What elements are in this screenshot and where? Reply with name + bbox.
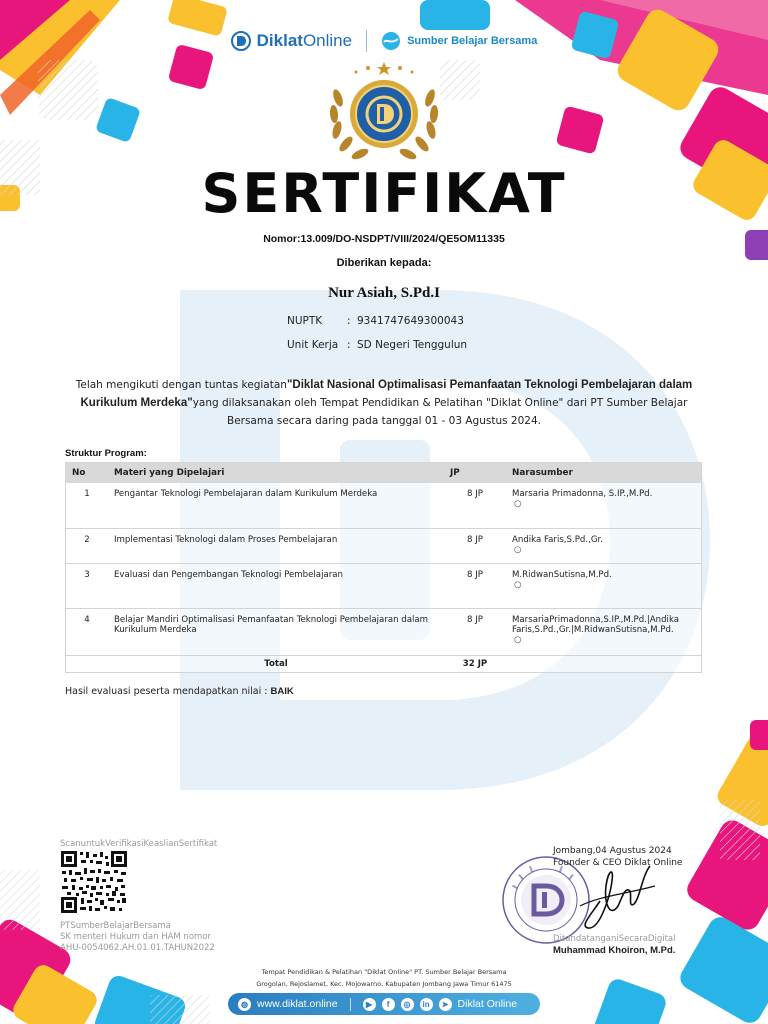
qr-scan-label: ScanuntukVerifikasiKeaslianSertifikat (60, 839, 218, 849)
nuptk-value: 9341747649300043 (357, 315, 464, 327)
social-name: Diklat Online (457, 998, 518, 1010)
row-jp: 8 JP (444, 483, 506, 528)
total-spacer (506, 655, 702, 672)
row-no: 4 (66, 608, 109, 655)
unit-kerja-row (287, 339, 467, 351)
table-row (66, 608, 702, 655)
unit-kerja-separator: : (347, 339, 351, 351)
footer-address-line1: Tempat Pendidikan & Pelatihan "Diklat Online" PT. Sumber Belajar Bersama (261, 968, 507, 976)
total-spacer (66, 655, 109, 672)
header-narasumber: Narasumber (506, 463, 702, 484)
evaluation-text: Hasil evaluasi peserta mendapatkan nilai : (65, 686, 271, 697)
nuptk-label: NUPTK (287, 315, 323, 327)
digital-signature-note: DitandatanganiSecaraDigital (553, 934, 676, 944)
legal-sk: SK menteri Hukum dan HAM nomor (60, 932, 211, 942)
table-row (66, 528, 702, 563)
row-jp: 8 JP (444, 528, 506, 563)
speaker-name: M.RidwanSutisna,M.Pd. (512, 569, 612, 580)
total-value: 32 JP (444, 655, 506, 672)
signature-block (553, 845, 682, 869)
linkedin-icon[interactable]: in (420, 998, 433, 1011)
website-link[interactable]: www.diklat.online (257, 998, 338, 1010)
header-no: No (66, 463, 109, 484)
header-logos (0, 26, 768, 56)
unit-kerja-label: Unit Kerja (287, 339, 339, 351)
row-materi: Evaluasi dan Pengembangan Teknologi Pembelajaran (108, 563, 444, 608)
row-jp: 8 JP (444, 608, 506, 655)
speaker-name: MarsariaPrimadonna,S.IP.,M.Pd.|Andika Faris,S.Pd.,Gr.|M.RidwanSutisna,M.Pd. (512, 614, 680, 635)
header-jp: JP (444, 463, 506, 484)
certificate-title: SERTIFIKAT (201, 162, 567, 225)
facebook-icon[interactable]: f (382, 998, 395, 1011)
nuptk-row (287, 315, 464, 327)
wave-icon (381, 31, 401, 51)
bullet-icon: ○ (514, 499, 522, 509)
youtube-icon[interactable]: ▶ (363, 998, 376, 1011)
completion-statement (72, 376, 696, 430)
table-total-row (66, 655, 702, 672)
certificate-number: Nomor:13.009/DO-NSDPT/VIII/2024/QE5OM11335 (263, 233, 505, 245)
diklat-online-wordmark: DiklatOnline (256, 31, 353, 50)
row-jp: 8 JP (444, 563, 506, 608)
bullet-icon: ○ (514, 579, 522, 590)
row-materi: Belajar Mandiri Optimalisasi Pemanfaatan Teknologi Pembelajaran dalam Kurikulum Merdeka (108, 608, 444, 655)
bullet-icon: ○ (514, 544, 522, 555)
row-narasumber (506, 608, 702, 655)
program-structure-label: Struktur Program: (65, 448, 147, 459)
statement-intro: Telah mengikuti dengan tuntas kegiatan (75, 379, 287, 391)
table-header-row (66, 463, 702, 484)
header-divider (366, 30, 367, 52)
telegram-icon[interactable]: ➤ (439, 998, 452, 1011)
nuptk-separator: : (347, 315, 351, 327)
company-legal (60, 921, 215, 954)
speaker-name: Marsaria Primadonna, S.IP.,M.Pd. (512, 489, 653, 499)
row-no: 3 (66, 563, 109, 608)
total-label: Total (108, 655, 444, 672)
row-no: 1 (66, 483, 109, 528)
signer-name: Muhammad Khoiron, M.Pd. (553, 945, 676, 956)
speaker-name: Andika Faris,S.Pd.,Gr. (512, 534, 603, 545)
footer-separator (350, 998, 351, 1011)
unit-kerja-value: SD Negeri Tenggulun (357, 339, 468, 351)
sumber-belajar-wordmark: Sumber Belajar Bersama (407, 35, 538, 47)
given-to-label: Diberikan kepada: (336, 257, 432, 269)
table-row (66, 483, 702, 528)
program-table (65, 462, 702, 673)
sumber-belajar-logo (381, 31, 537, 51)
row-narasumber (506, 528, 702, 563)
statement-rest: yang dilaksanakan oleh Tempat Pendidikan & Pelatihan "Diklat Online" dari PT Sumber Belajar Bersama secara daring pada tanggal 01 - 03 Agustus 2024. (192, 397, 688, 427)
evaluation-grade: BAIK (270, 686, 294, 697)
sign-role: Founder & CEO Diklat Online (553, 858, 683, 868)
sign-date: Jombang,04 Agustus 2024 (553, 846, 672, 856)
bullet-icon: ○ (514, 634, 522, 645)
instagram-icon[interactable]: ◎ (401, 998, 414, 1011)
footer-contact-bar (228, 993, 540, 1015)
row-materi: Pengantar Teknologi Pembelajaran dalam Kurikulum Merdeka (108, 483, 444, 528)
row-materi: Implementasi Teknologi dalam Proses Pembelajaran (108, 528, 444, 563)
diklat-online-logo (231, 31, 352, 51)
legal-company: PTSumberBelajarBersama (60, 921, 171, 931)
diklat-d-icon (231, 31, 251, 51)
course-title: "Diklat Nasional Optimalisasi Pemanfaatan Teknologi Pembelajaran dalam Kurikulum Merdeka" (80, 379, 693, 409)
row-narasumber (506, 483, 702, 528)
row-narasumber (506, 563, 702, 608)
laurel-emblem-icon (324, 58, 444, 168)
legal-ahu: AHU-0054062.AH.01.01.TAHUN2022 (60, 943, 215, 953)
recipient-name: Nur Asiah, S.Pd.I (328, 285, 440, 301)
footer-address-line2: Grogolan, Rejoslamet, Kec. Mojowarno, Kabupaten Jombang Jawa Timur 61475 (256, 980, 512, 988)
header-materi: Materi yang Dipelajari (108, 463, 444, 484)
evaluation-result (65, 686, 294, 697)
globe-icon: ◍ (238, 998, 251, 1011)
qr-code-icon[interactable] (60, 850, 128, 914)
table-row (66, 563, 702, 608)
row-no: 2 (66, 528, 109, 563)
